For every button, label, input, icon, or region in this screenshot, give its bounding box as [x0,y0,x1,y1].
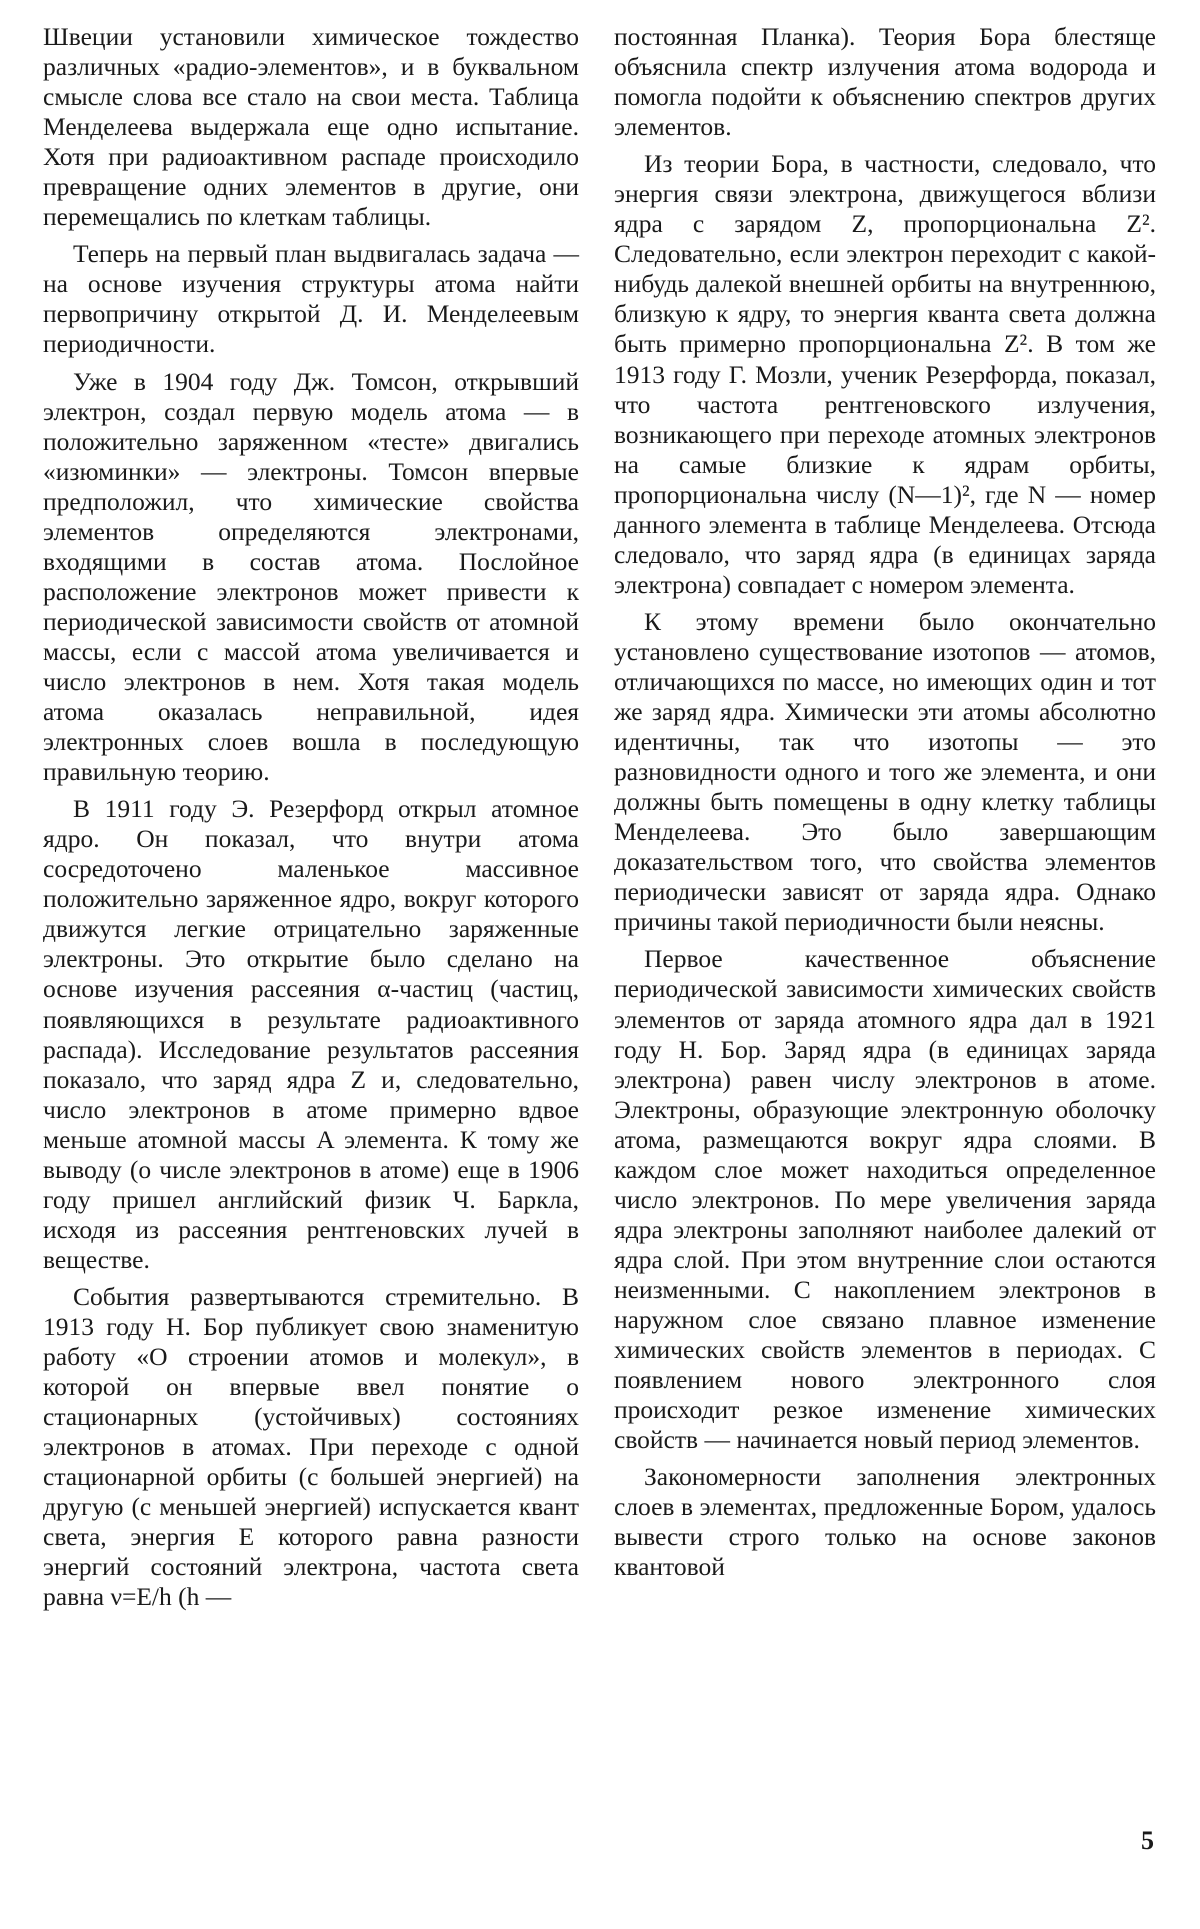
paragraph: Закономерности заполнения электронных слоев в элементах, предложенные Бором, удалось вывести строго только на основе законов квантовой [614,1462,1156,1582]
left-text-column [43,22,579,1619]
paragraph: Из теории Бора, в частности, следовало, что энергия связи электрона, движущегося вблизи ядра с зарядом Z, пропорциональна Z². Следовательно, если электрон переходит с какой-нибудь далекой внешней орбиты на внутреннюю, близкую к ядру, то энергия кванта света должна быть примерно пропорциональна Z². В том же 1913 году Г. Мозли, ученик Резерфорда, показал, что частота рентгеновского излучения, возникающего при переходе атомных электронов на самые близкие к ядрам орбиты, пропорциональна числу (N—1)², где N — номер данного элемента в таблице Менделеева. Отсюда следовало, что заряд ядра (в единицах заряда электрона) совпадает с номером элемента. [614,149,1156,599]
paragraph: В 1911 году Э. Резерфорд открыл атомное ядро. Он показал, что внутри атома сосредоточено маленькое массивное положительно заряженное ядро, вокруг которого движутся легкие отрицательно заряженные электроны. Это открытие было сделано на основе изучения рассеяния α-частиц (частиц, появляющихся в результате радиоактивного распада). Исследование результатов рассеяния показало, что заряд ядра Z и, следовательно, число электронов в атоме примерно вдвое меньше атомной массы A элемента. К тому же выводу (о числе электронов в атоме) еще в 1906 году пришел английский физик Ч. Баркла, исходя из рассеяния рентгеновских лучей в веществе. [43,794,579,1274]
paragraph: К этому времени было окончательно установлено существование изотопов — атомов, отличающихся по массе, но имеющих один и тот же заряд ядра. Химически эти атомы абсолютно идентичны, так что изотопы — это разновидности одного и того же элемента, и они должны быть помещены в одну клетку таблицы Менделеева. Это было завершающим доказательством того, что свойства элементов периодически зависят от заряда ядра. Однако причины такой периодичности были неясны. [614,606,1156,937]
paragraph: Уже в 1904 году Дж. Томсон, открывший электрон, создал первую модель атома — в положительно заряженном «тесте» двигались «изюминки» — электроны. Томсон впервые предположил, что химические свойства элементов определяются электронами, входящими в состав атома. Послойное расположение электронов может привести к периодической зависимости свойств от атомной массы, если с массой атома увеличивается и число электронов в нем. Хотя такая модель атома оказалась неправильной, идея электронных слоев вошла в последующую правильную теорию. [43,366,579,787]
paragraph: постоянная Планка). Теория Бора блестяще объяснила спектр излучения атома водорода и помогла подойти к объяснению спектров других элементов. [614,22,1156,142]
page-number: 5 [1141,1826,1154,1855]
paragraph: Первое качественное объяснение периодической зависимости химических свойств элементов от заряда атомного ядра дал в 1921 году Н. Бор. Заряд ядра (в единицах заряда электрона) равен числу электронов в атоме. Электроны, образующие электронную оболочку атома, размещаются вокруг ядра слоями. В каждом слое может находиться определенное число электронов. По мере увеличения заряда ядра электроны заполняют наиболее далекий от ядра слой. При этом внутренние слои остаются неизменными. С накоплением электронов в наружном слое связано плавное изменение химических свойств элементов в периодах. С появлением нового электронного слоя происходит резкое изменение химических свойств — начинается новый период элементов. [614,944,1156,1455]
right-text-column [614,22,1156,1589]
paragraph: Швеции установили химическое тождество различных «радио-элементов», и в буквальном смысле слова все стало на свои места. Таблица Менделеева выдержала еще одно испытание. Хотя при радиоактивном распаде происходило превращение одних элементов в другие, они перемещались по клеткам таблицы. [43,22,579,232]
paragraph: События развертываются стремительно. В 1913 году Н. Бор публикует свою знаменитую работу «О строении атомов и молекул», в которой он впервые ввел понятие о стационарных (устойчивых) состояниях электронов в атомах. При переходе с одной стационарной орбиты (с большей энергией) на другую (с меньшей энергией) испускается квант света, энергия E которого равна разности энергий состояний электрона, частота света равна ν=E/h (h — [43,1281,579,1612]
paragraph: Теперь на первый план выдвигалась задача — на основе изучения структуры атома найти первопричину открытой Д. И. Менделеевым периодичности. [43,239,579,359]
